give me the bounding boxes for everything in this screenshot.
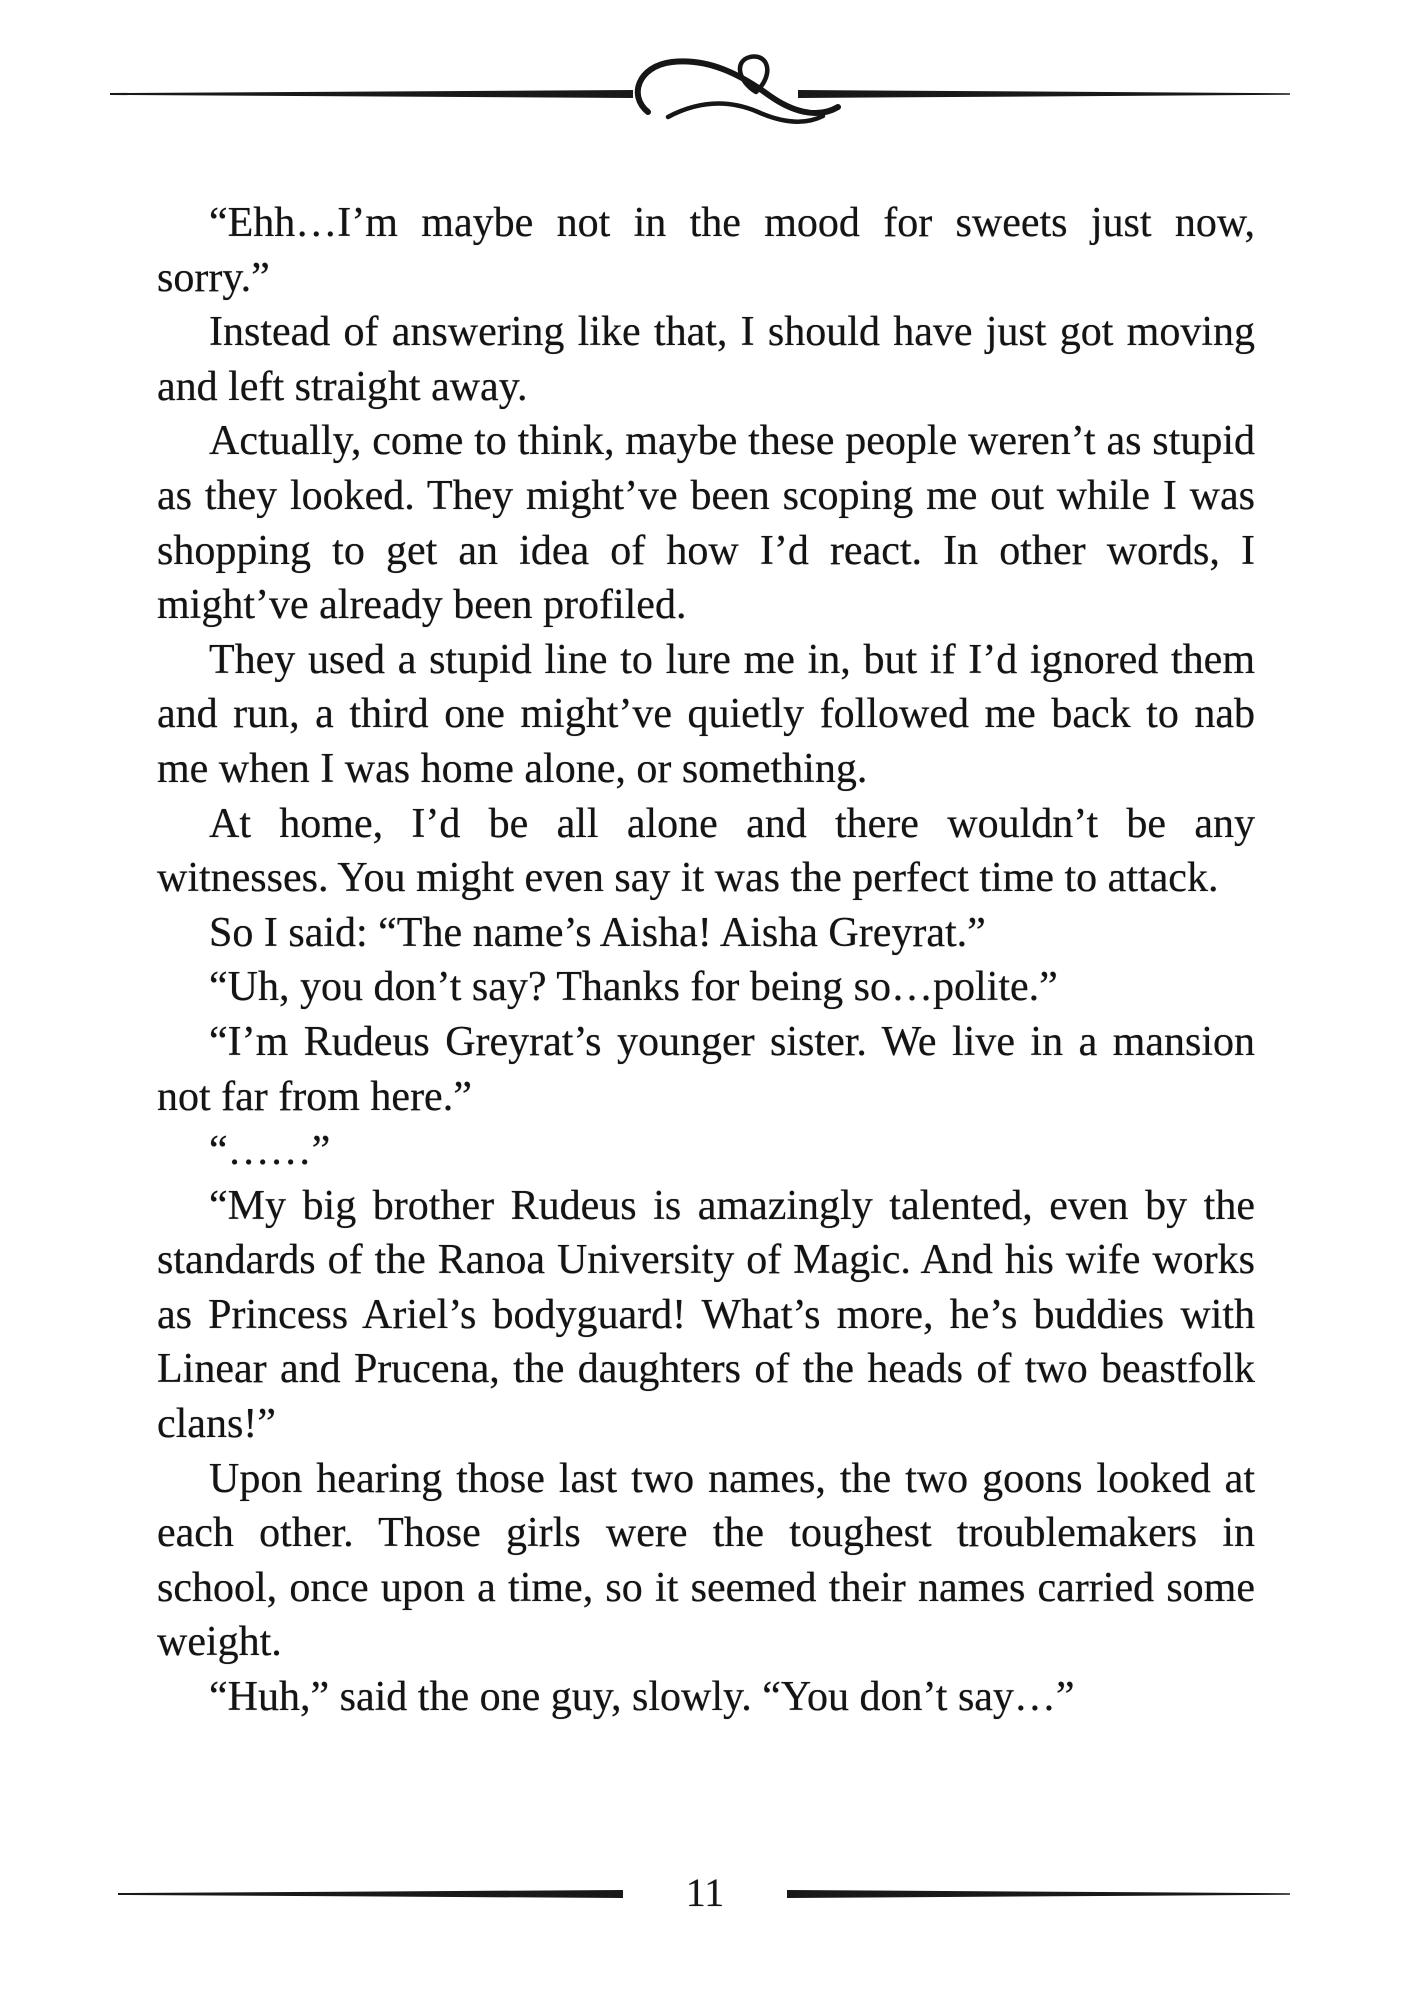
header-divider <box>110 52 1290 136</box>
paragraph-4: They used a stupid line to lure me in, but if I’d ignored them and run, a third one might’ve quietly followed me back to nab me when I was home alone, or something. <box>157 636 1255 792</box>
paragraph-5: At home, I’d be all alone and there wouldn’t be any witnesses. You might even say it was the perfect time to attack. <box>157 800 1255 902</box>
paragraph-11: Upon hearing those last two names, the two goons looked at each other. Those girls were the toughest troublemakers in school, once upon a time, so it seemed their names carried some weight. <box>157 1455 1255 1666</box>
paragraph-6: So I said: “The name’s Aisha! Aisha Greyrat.” <box>209 909 986 956</box>
paragraph-8: “I’m Rudeus Greyrat’s younger sister. We live in a mansion not far from here.” <box>157 1018 1255 1120</box>
body-text <box>157 196 1255 1725</box>
paragraph-12: “Huh,” said the one guy, slowly. “You don’t say…” <box>209 1674 1075 1721</box>
paragraph-7: “Uh, you don’t say? Thanks for being so…polite.” <box>209 964 1058 1011</box>
paragraph-2: Instead of answering like that, I should have just got moving and left straight away. <box>157 309 1255 410</box>
paragraph-1: “Ehh…I’m maybe not in the mood for sweets just now, sorry.” <box>157 200 1255 301</box>
footer-rule-left <box>118 1890 623 1898</box>
header-rule-left <box>110 90 633 98</box>
header-rule-right <box>798 90 1290 98</box>
page-number: 11 <box>685 1870 725 1915</box>
footer-rule-right <box>787 1890 1290 1898</box>
paragraph-10: “My big brother Rudeus is amazingly talented, even by the standards of the Ranoa University of Magic. And his wife works as Princess Ariel’s bodyguard! What’s more, he’s buddies with Linear and Prucena, the daughters of the heads of two beastfolk clans!” <box>157 1182 1255 1448</box>
footer <box>118 1862 1290 1924</box>
paragraph-3: Actually, come to think, maybe these people weren’t as stupid as they looked. They might’ve been scoping me out while I was shopping to get an idea of how I’d react. In other words, I might’ve already been profiled. <box>157 418 1255 629</box>
paragraph-9: “……” <box>209 1128 331 1175</box>
